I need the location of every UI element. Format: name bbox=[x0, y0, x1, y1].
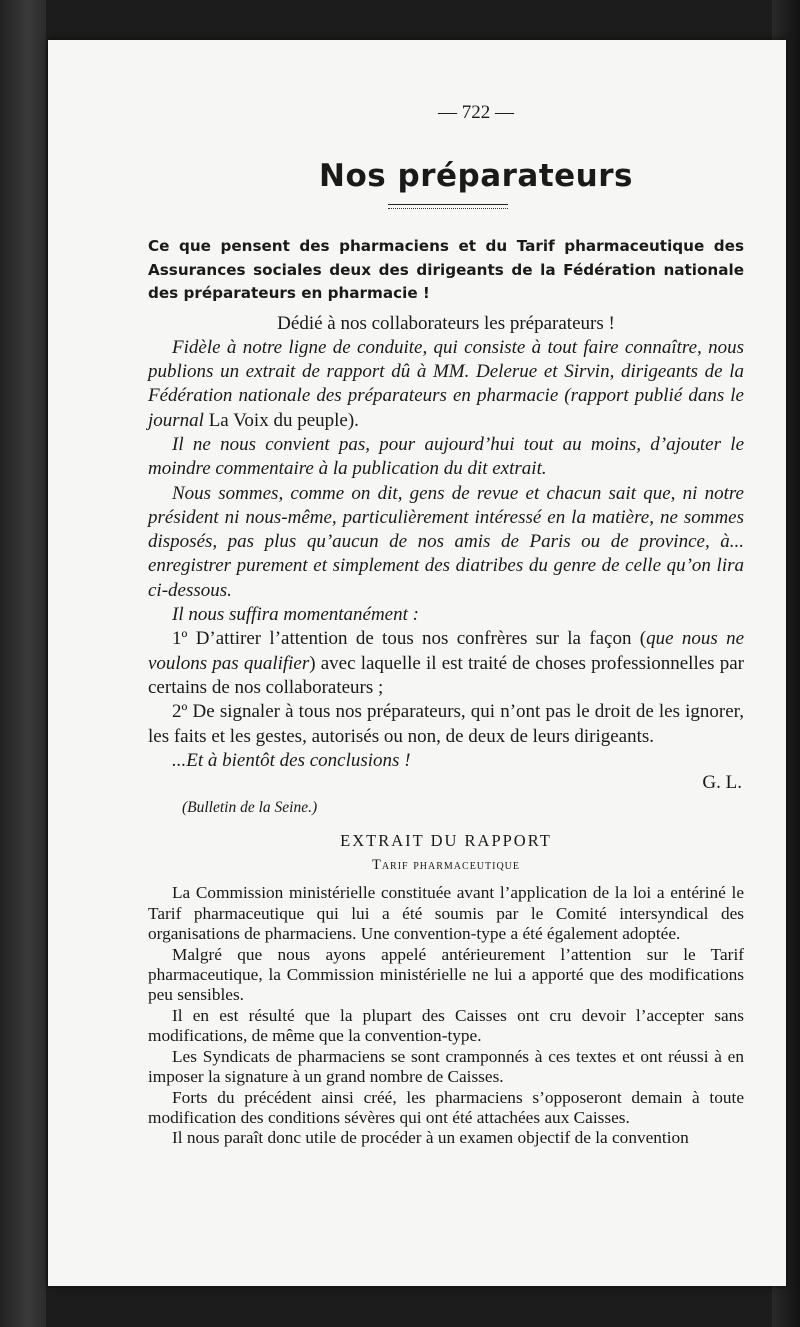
scan-border-left bbox=[0, 0, 46, 1327]
report-paragraph: La Commission ministérielle constituée avant l’application de la loi a entériné le Tarif pharmaceutique qui lui a été soumis par le Comité intersyndical des organisations de pharmaciens. Une convention-type a été également adoptée. bbox=[148, 883, 744, 944]
article-subtitle: Ce que pensent des pharmaciens et du Tarif pharmaceutique des Assurances sociales deux des dirigeants de la Fédération nationale des préparateurs en pharmacie ! bbox=[148, 237, 744, 302]
article-title: Nos préparateurs bbox=[319, 158, 633, 194]
intro-paragraph-4: Il nous suffira momentanément : bbox=[172, 604, 419, 626]
signature: G. L. bbox=[702, 772, 742, 794]
dedication: Dédié à nos collaborateurs les préparateurs ! bbox=[277, 312, 615, 334]
intro-paragraph-2: Il ne nous convient pas, pour aujourd’hui tout au moins, d’ajouter le moindre commentaire à la publication du dit extrait. bbox=[148, 433, 744, 480]
intro-paragraph-5 bbox=[148, 627, 744, 700]
intro-paragraph-7: ...Et à bientôt des conclusions ! bbox=[172, 749, 411, 771]
intro-paragraph-5-a: 1º D’attirer l’attention de tous nos confrères sur la façon ( bbox=[172, 628, 647, 650]
report-paragraph: Forts du précédent ainsi créé, les pharmaciens s’opposeront demain à toute modification des conditions sévères qui ont été attachées aux Caisses. bbox=[148, 1087, 744, 1127]
intro-paragraph-5-b: que nous ne voulons pas qualifier bbox=[148, 628, 745, 674]
report-heading: EXTRAIT DU RAPPORT bbox=[340, 831, 552, 851]
source-citation: (Bulletin de la Seine.) bbox=[182, 799, 318, 817]
report-body bbox=[148, 883, 744, 1148]
document-page bbox=[48, 40, 786, 1286]
report-paragraph: Il en est résulté que la plupart des Caisses ont cru devoir l’accepter sans modifications, de même que la convention-type. bbox=[148, 1005, 744, 1046]
title-rule bbox=[388, 204, 508, 209]
report-paragraph: Il nous paraît donc utile de procéder à un examen objectif de la convention bbox=[172, 1128, 689, 1148]
intro-paragraph-3: Nous sommes, comme on dit, gens de revue et chacun sait que, ni notre président ni nous-même, particulièrement intéressé en la matière, ne sommes disposés, pas plus qu’aucun de nos amis de Paris ou de province, à... enregistrer purement et simplement des diatribes du genre de celle qu’on lira ci-dessous. bbox=[148, 482, 744, 601]
intro-paragraph-5-c: ) avec laquelle il est traité de choses professionnelles par certains de nos collaborateurs ; bbox=[148, 652, 744, 698]
page-number: — 722 — bbox=[438, 102, 514, 123]
report-paragraph: Les Syndicats de pharmaciens se sont cramponnés à ces textes et ont réussi à en imposer la signature à un grand nombre de Caisses. bbox=[148, 1046, 744, 1087]
report-paragraph: Malgré que nous ayons appelé antérieurement l’attention sur le Tarif pharmaceutique, la Commission ministérielle ne lui a apporté que des modifications peu sensibles. bbox=[148, 944, 744, 1005]
report-subheading: Tarif pharmaceutique bbox=[371, 857, 521, 874]
intro-paragraph-1 bbox=[148, 336, 744, 433]
intro-paragraph-1-italic: Fidèle à notre ligne de conduite, qui consiste à tout faire connaître, nous publions un extrait de rapport dû à MM. Delerue et Sirvin, dirigeants de la Fédération nationale des préparateurs en pharmacie (rapport publié dans le journal bbox=[148, 336, 744, 431]
page-content bbox=[148, 102, 744, 1149]
intro-paragraph-1-roman: La Voix du peuple). bbox=[203, 409, 359, 431]
intro-paragraph-6: 2º De signaler à tous nos préparateurs, qui n’ont pas le droit de les ignorer, les faits et les gestes, autorisés ou non, de deux de leurs dirigeants. bbox=[148, 701, 744, 747]
